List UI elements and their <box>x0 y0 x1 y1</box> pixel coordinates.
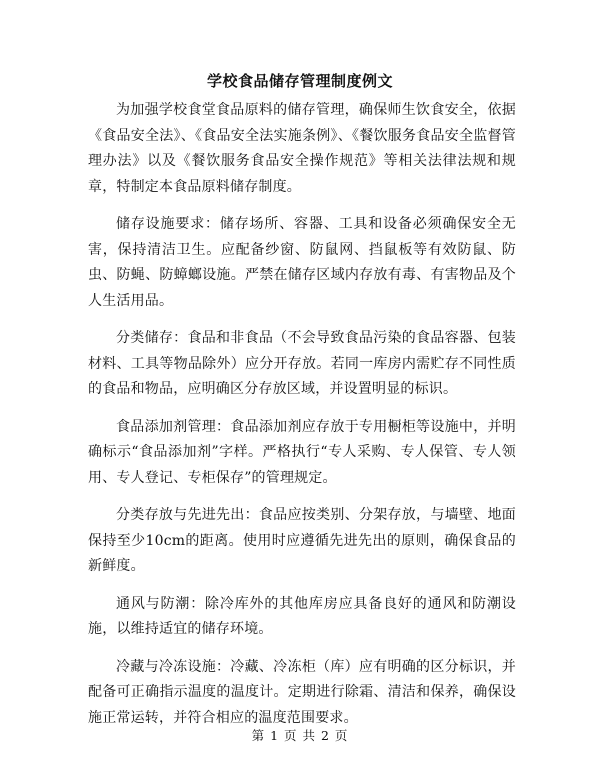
paragraph-first-in-first-out: 分类存放与先进先出：食品应按类别、分架存放，与墙壁、地面保持至少10cm的距离。使用时应遵循先进先出的原则，确保食品的新鲜度。 <box>88 507 516 574</box>
paragraph-classified-storage: 分类储存：食品和非食品（不会导致食品污染的食品容器、包装材料、工具等物品除外）应分开存放。若同一库房内需贮存不同性质的食品和物品，应明确区分存放区域，并设置明显的标识。 <box>88 330 516 397</box>
document-title: 学校食品储存管理制度例文 <box>206 72 393 90</box>
paragraph-food-additives: 食品添加剂管理：食品添加剂应存放于专用橱柜等设施中，并明确标示“食品添加剂”字样。严格执行“专人采购、专人保管、专人领用、专人登记、专柜保存”的管理规定。 <box>88 418 516 486</box>
paragraph-storage-facility: 储存设施要求：储存场所、容器、工具和设备必须确保安全无害，保持清洁卫生。应配备纱窗、防鼠网、挡鼠板等有效防鼠、防虫、防蝇、防蟑螂设施。严禁在储存区域内存放有毒、有害物品及个人生活用品。 <box>88 216 516 309</box>
paragraph-ventilation: 通风与防潮：除冷库外的其他库房应具备良好的通风和防潮设施，以维持适宜的储存环境。 <box>88 595 516 637</box>
paragraph-refrigeration: 冷藏与冷冻设施：冷藏、冷冻柜（库）应有明确的区分标识，并配备可正确指示温度的温度计。定期进行除霜、清洁和保养，确保设施正常运转，并符合相应的温度范围要求。 <box>88 658 516 726</box>
paragraph-intro: 为加强学校食堂食品原料的储存管理，确保师生饮食安全，依据《食品安全法》、《食品安全法实施条例》、《餐饮服务食品安全监督管理办法》以及《餐饮服务食品安全操作规范》等相关法律法规和规章，特制定本食品原料储存制度。 <box>88 102 516 195</box>
page-number: 第 1 页 共 2 页 <box>251 728 349 743</box>
document-body <box>88 98 516 743</box>
